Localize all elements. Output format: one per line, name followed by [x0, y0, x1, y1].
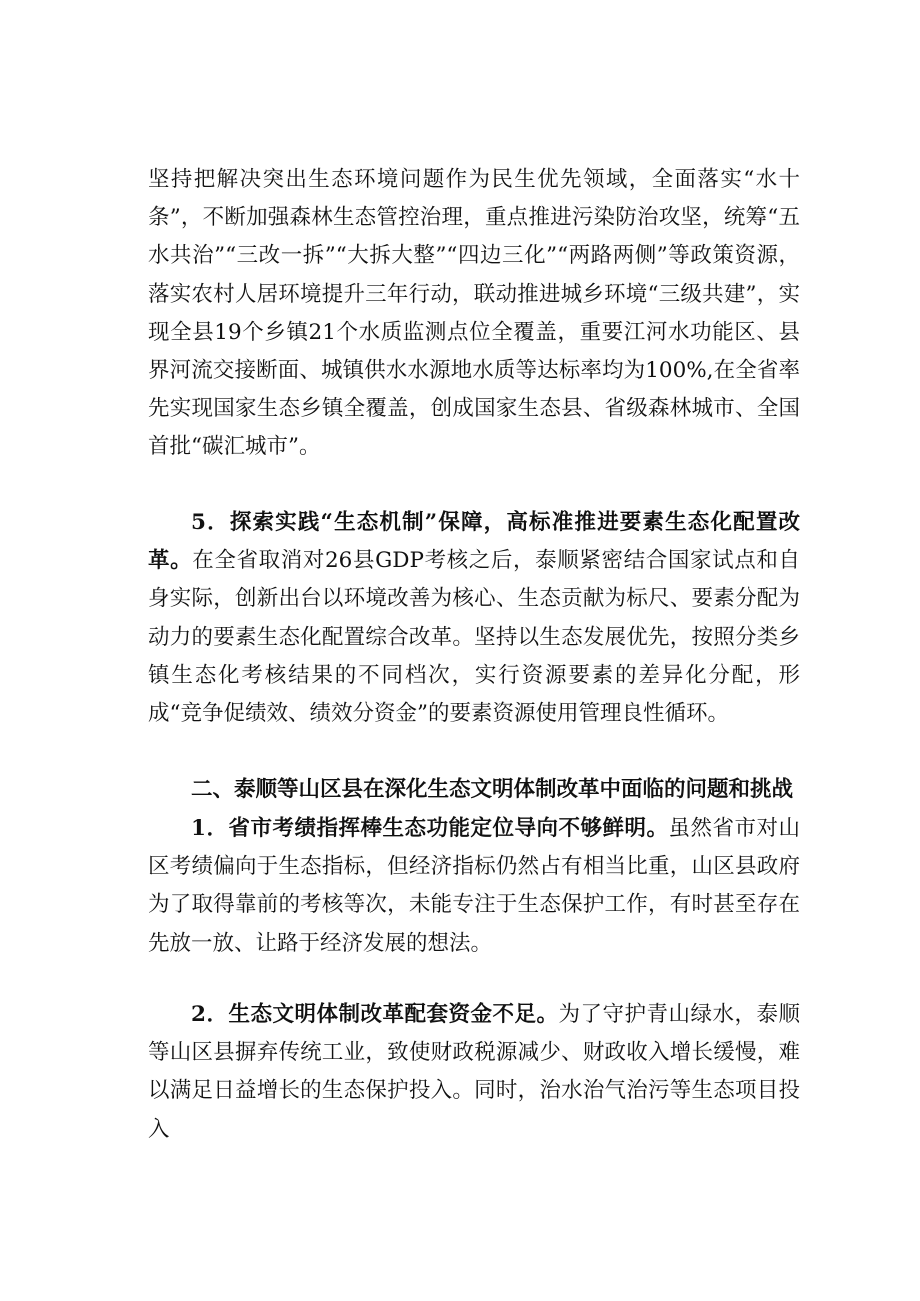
- body-paragraph-funding-shortage: [148, 996, 800, 1149]
- paragraph-text: 坚持把解决突出生态环境问题作为民生优先领域，全面落实“水十条”，不断加强森林生态管控治理，重点推进污染防治攻坚，统筹“五水共治”“三改一拆”“大拆大整”“四边三化”“两路两侧”等政策资源，落实农村人居环境提升三年行动，联动推进城乡环境“三级共建”，实现全县19个乡镇21个水质监测点位全覆盖，重要江河水功能区、县界河流交接断面、城镇供水水源地水质等达标率均为100%,在全省率先实现国家生态乡镇全覆盖，创成国家生态县、省级森林城市、全国首批“碳汇城市”。: [148, 167, 800, 460]
- paragraph-lead-heading: 2．生态文明体制改革配套资金不足。: [191, 1002, 559, 1027]
- body-paragraph-element-allocation-reform: [148, 504, 800, 733]
- section-heading: 二、泰顺等山区县在深化生态文明体制改革中面临的问题和挑战: [191, 777, 794, 802]
- paragraph-lead-heading: 1．省市考绩指挥棒生态功能定位导向不够鲜明。: [191, 816, 669, 841]
- paragraph-text: 在全省取消对26县GDP考核之后，泰顺紧密结合国家试点和自身实际，创新出台以环境改善为核心、生态贡献为标尺、要素分配为动力的要素生态化配置综合改革。坚持以生态发展优先，按照分类乡镇生态化考核结果的不同档次，实行资源要素的差异化分配，形成“竞争促绩效、绩效分资金”的要素资源使用管理良性循环。: [148, 548, 800, 727]
- paragraph-lead-heading: 5．探索实践“生态机制”保障，高标准推进要素生态化配置改革。: [148, 510, 800, 574]
- paragraph-text: 为了守护青山绿水，泰顺等山区县摒弃传统工业，致使财政税源减少、财政收入增长缓慢，难以满足日益增长的生态保护投入。同时，治水治气治污等生态项目投入: [148, 1002, 800, 1142]
- body-paragraph-ecology-governance: [148, 161, 800, 467]
- body-paragraph-assessment-guidance: [148, 810, 800, 963]
- paragraph-text: 虽然省市对山区考绩偏向于生态指标，但经济指标仍然占有相当比重，山区县政府为了取得靠前的考核等次，未能专注于生态保护工作，有时甚至存在先放一放、让路于经济发展的想法。: [148, 816, 800, 956]
